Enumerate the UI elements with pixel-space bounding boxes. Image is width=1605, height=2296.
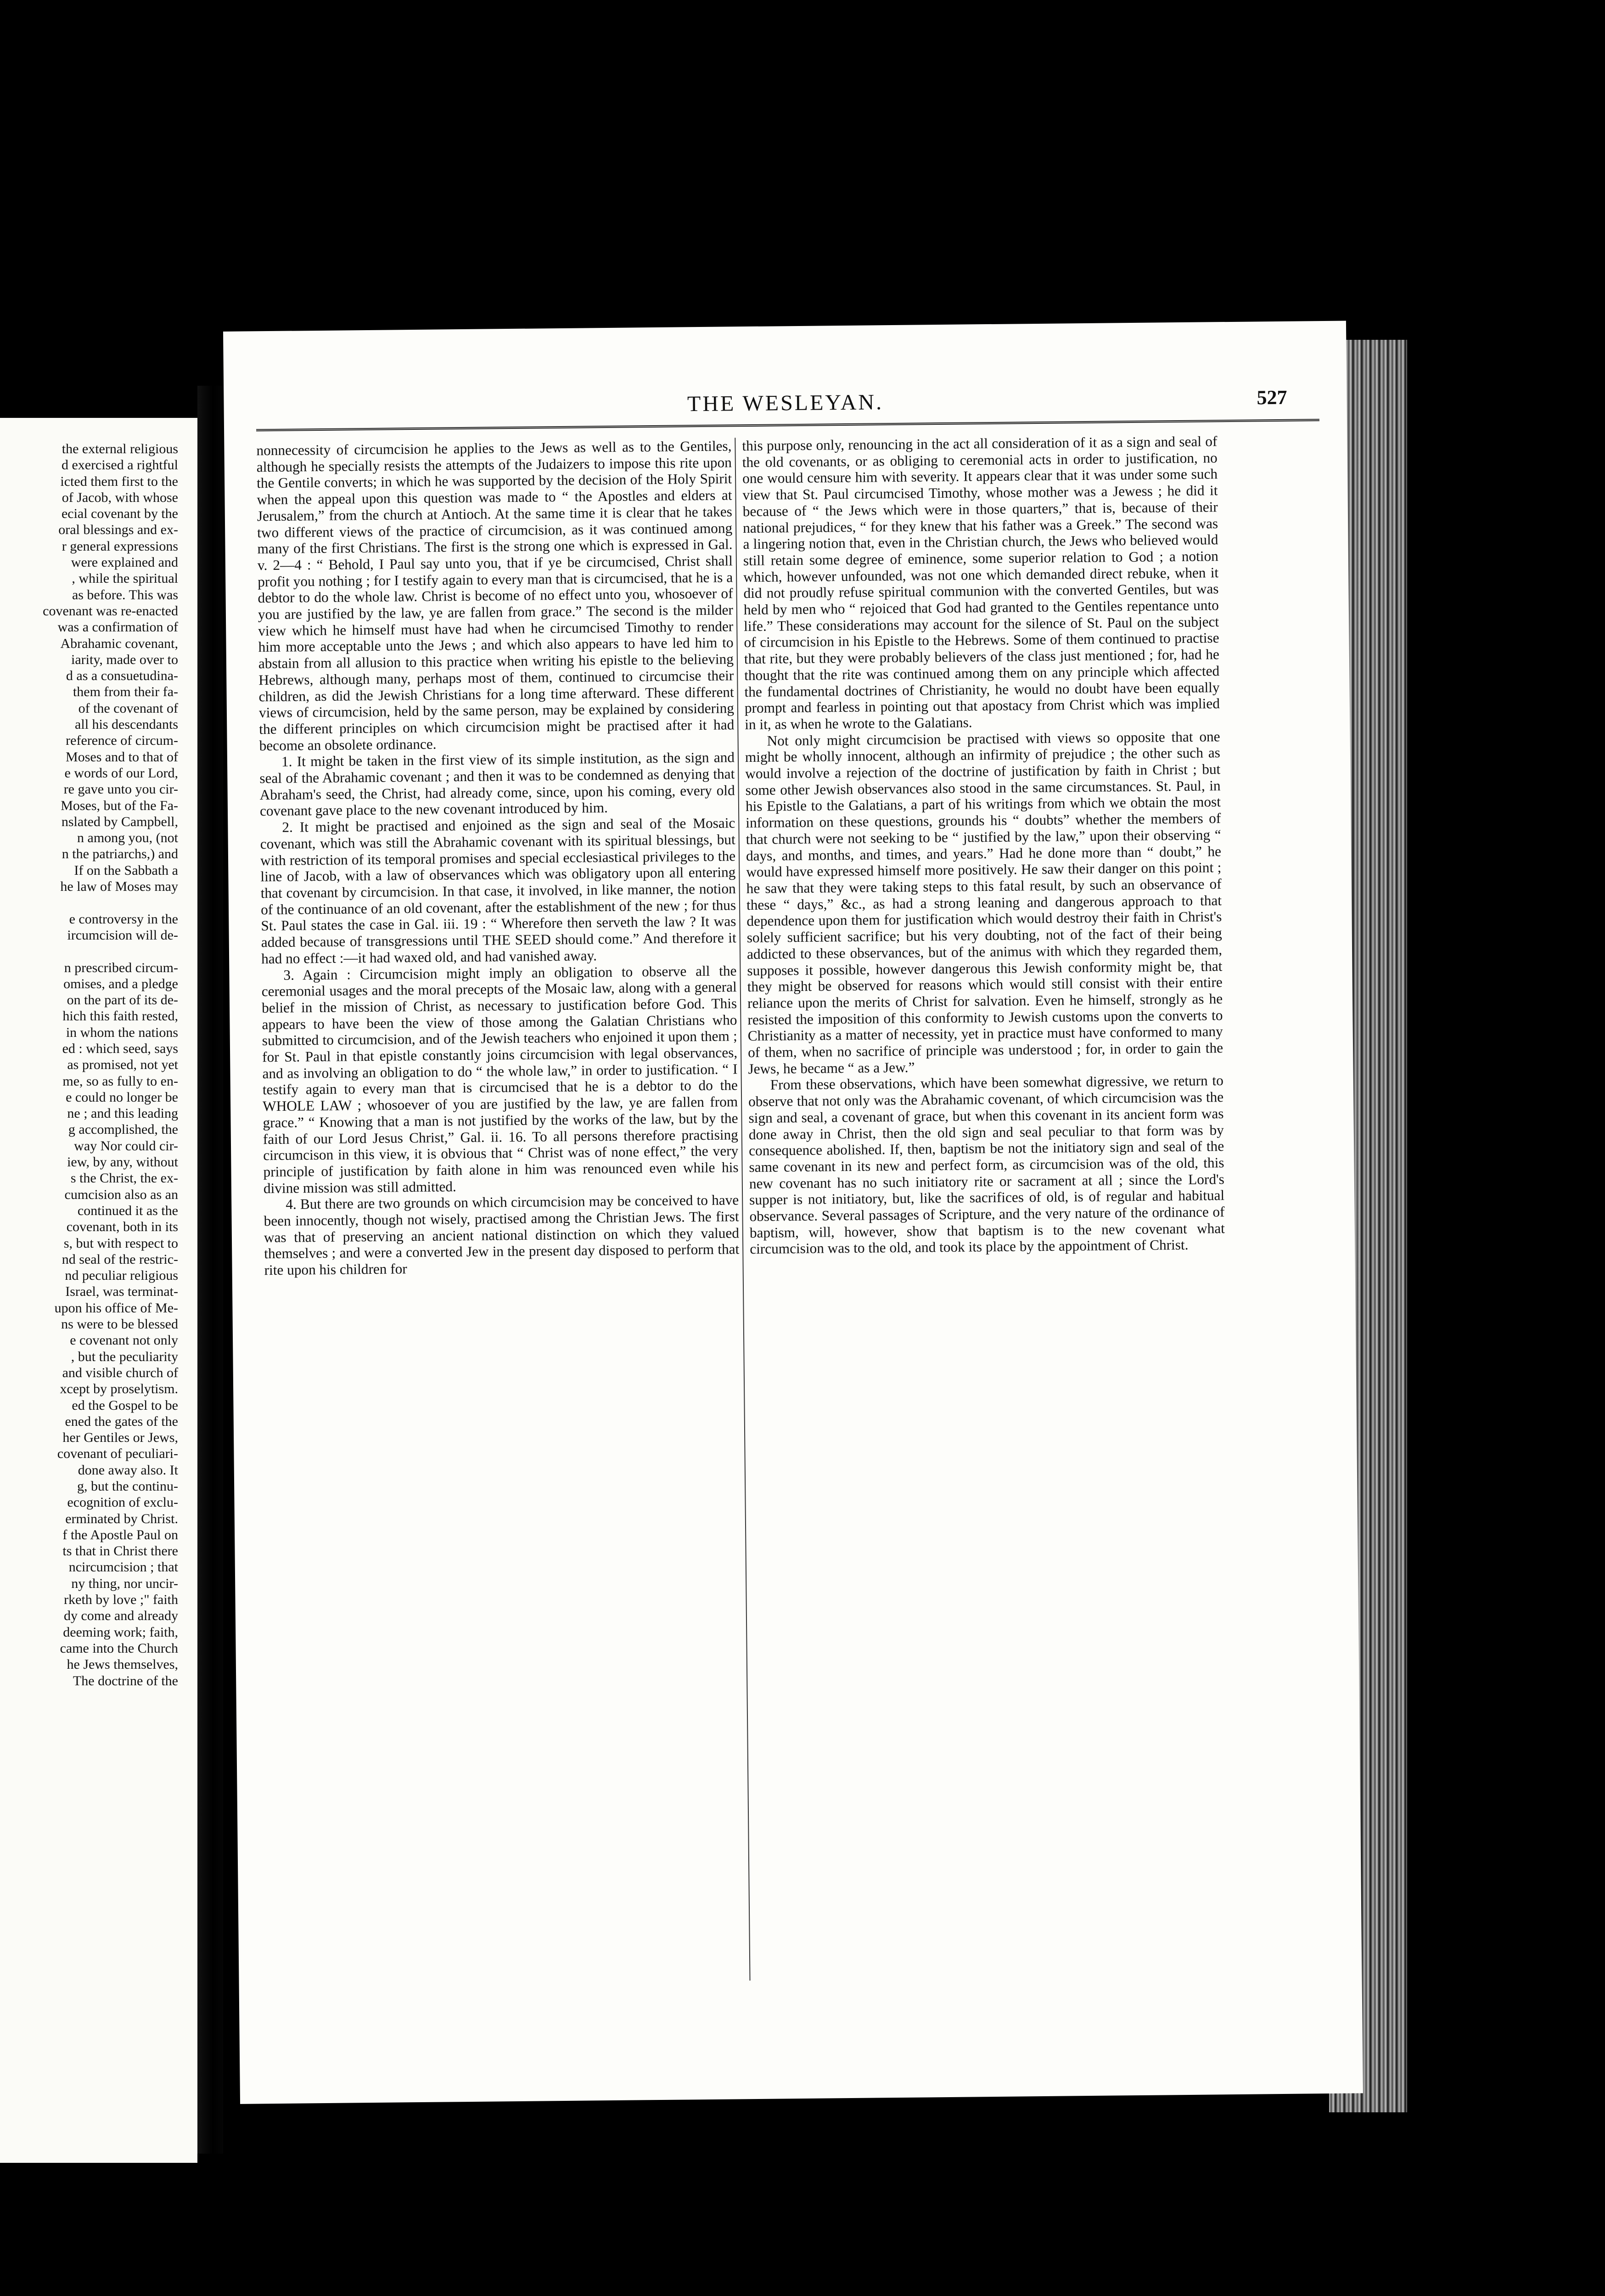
facing-page-line: he Jews themselves, — [67, 1657, 178, 1672]
facing-page-line: erminated by Christ. — [65, 1511, 178, 1526]
facing-page-line: n the patriarchs,) and — [62, 846, 178, 862]
facing-page-line: e words of our Lord, — [64, 765, 178, 781]
facing-page — [0, 418, 197, 2163]
facing-page-line: of Jacob, with whose — [62, 490, 178, 505]
facing-page-line: rketh by love ;" faith — [64, 1592, 178, 1608]
facing-page-line: the external religious — [62, 441, 178, 456]
facing-page-line: as promised, not yet — [67, 1057, 178, 1073]
facing-page-line: he law of Moses may — [60, 879, 178, 895]
facing-page-line: ed the Gospel to be — [72, 1397, 178, 1413]
page-header — [256, 385, 1314, 423]
facing-page-line: them from their fa- — [73, 684, 178, 700]
facing-page-line: upon his office of Me- — [54, 1300, 178, 1316]
facing-page-line: nd seal of the restric- — [62, 1251, 178, 1267]
facing-page-line: way Nor could cir- — [74, 1138, 178, 1154]
facing-page-line: me, so as fully to en- — [62, 1073, 178, 1089]
facing-page-line: of the covenant of — [78, 700, 178, 716]
paragraph: 4. But there are two grounds on which circumcision may be conceived to have been innocently, though not wisely, practised among the Christian Jews. The first was that of preserving an ancient national distinction on which they valued themselves ; and were a converted Jew in the present day disposed to perform that rite upon his children for — [264, 1192, 740, 1278]
facing-page-line — [4, 943, 178, 959]
facing-page-line: as before. This was — [72, 587, 178, 602]
facing-page-line: If on the Sabbath a — [74, 862, 178, 878]
facing-page-line: d exercised a rightful — [61, 457, 178, 473]
facing-page-line: her Gentiles or Jews, — [62, 1430, 178, 1446]
facing-page-line: nslated by Campbell, — [61, 814, 178, 829]
facing-page-line: r general expressions — [62, 538, 178, 554]
paragraph: 2. It might be practised and enjoined as the sign and seal of the Mosaic covenant, which was still the Abrahamic covenant with its spiritual blessings, but with restriction of its temporal promises and special ecclesiastical privileges to the line of Jacob, with a law of observances which was obligatory upon all entering that covenant by circumcision. In that case, it involved, in like manner, the notion of the continuance of an old covenant, after the establishment of the new ; for thus St. Paul states the case in Gal. iii. 19 : “ Wherefore then serveth the law ? It was added because of transgressions until THE SEED should come.” And therefore it had no effect :—it had waxed old, and had vanished away. — [260, 815, 736, 967]
facing-page-line: re gave unto you cir- — [63, 782, 178, 797]
facing-page-line: dy come and already — [63, 1608, 178, 1624]
facing-page-line: covenant was re-enacted — [43, 603, 178, 619]
facing-page-line: cumcision also as an — [64, 1187, 178, 1202]
facing-page-line — [4, 895, 178, 911]
facing-page-line: ts that in Christ there — [62, 1543, 178, 1559]
facing-page-line: , but the peculiarity — [71, 1349, 178, 1364]
paragraph: From these observations, which have been somewhat digressive, we return to observe that not only was the Abrahamic covenant, of which circumcision was the sign and seal, a covenant of grace, but when this covenant in its ancient form was done away in Christ, then the old sign and seal peculiar to that form was by consequence abolished. If, then, baptism be not the initiatory sign and seal of the same covenant in its new and perfect form, as circumcision was of the old, this new covenant has no such initiatory rite or sacrament at all ; since the Lord's supper is not initiatory, but, like the sacrifices of old, is of regular and habitual observance. Several passages of Scripture, and the very nature of the ordinance of baptism, will, however, show that baptism is to the new covenant what circumcision was to the old, and took its place by the appointment of Christ. — [748, 1072, 1225, 1257]
facing-page-line: d as a consuetudina- — [66, 668, 178, 684]
facing-page-line: came into the Church — [60, 1640, 178, 1656]
facing-page-line: s, but with respect to — [63, 1235, 178, 1251]
book-page — [223, 321, 1363, 2104]
text-column-right — [742, 433, 1225, 1257]
facing-page-line: reference of circum- — [66, 733, 178, 748]
paragraph: Not only might circumcision be practised with views so opposite that one might be wholly innocent, although an infirmity of prejudice ; the other such as would involve a rejection of the doctrine of justification by faith in Christ ; but some other Jewish observances also stood in the same circumstances. St. Paul, in his Epistle to the Galatians, a part of his writings from which we obtain the most information on these questions, grounds his “ doubts” whether the members of that church were not seeking to be “ justified by the law,” upon their observing “ days, and months, and times, and years.” Had he done more than “ doubt,” he would have expressed himself more positively. He saw their danger on this point ; he saw that they were taking steps to this fatal result, by such an observance of these “ days,” &c., as had a strong leaning and dangerous approach to that dependence upon them for justification which would destroy their faith in Christ's solely sufficient sacrifice; but his very doubting, not of the fact of their being addicted to these observances, but of the animus with which they regarded them, supposes it possible, however dangerous this Jewish conformity might be, that they might be observed for reasons which would still consist with their entire reliance upon the merits of Christ for salvation. Even he himself, strongly as he resisted the imposition of this conformity to Jewish customs upon the converts to Christianity as a matter of necessity, yet in practice must have conformed to many of them, when no sacrifice of principle was understood ; for, in order to gain the Jews, he became “ as a Jew.” — [745, 728, 1223, 1077]
facing-page-line: in whom the nations — [66, 1024, 178, 1040]
facing-page-line: xcept by proselytism. — [60, 1381, 178, 1397]
facing-page-line: ircumcision will de- — [67, 927, 178, 943]
facing-page-line: n prescribed circum- — [64, 960, 178, 975]
facing-page-line: oral blessings and ex- — [58, 522, 178, 538]
facing-page-line: hich this faith rested, — [62, 1008, 178, 1024]
facing-page-line: , while the spiritual — [72, 571, 178, 586]
facing-page-line: iarity, made over to — [71, 652, 178, 667]
facing-page-line: all his descendants — [75, 717, 178, 732]
page-number: 527 — [1257, 386, 1287, 409]
facing-page-line: done away also. It — [78, 1462, 178, 1478]
facing-page-line: e could no longer be — [66, 1089, 178, 1105]
facing-page-line: e covenant not only — [70, 1333, 178, 1348]
facing-page-line: iew, by any, without — [67, 1154, 178, 1170]
facing-page-line: ny thing, nor uncir- — [71, 1576, 178, 1591]
facing-page-line: Moses and to that of — [66, 749, 178, 765]
facing-page-line: on the part of its de- — [67, 992, 178, 1008]
facing-page-line: Moses, but of the Fa- — [61, 798, 178, 813]
facing-page-line: ncircumcision ; that — [68, 1559, 178, 1575]
facing-page-line: n among you, (not — [77, 830, 178, 846]
facing-page-line: ne ; and this leading — [67, 1106, 178, 1121]
paragraph: 1. It might be taken in the first view of its simple institution, as the sign and seal of the Abrahamic covenant ; and then it was to be condemned as denying that Abraham's seed, the Christ, had already come, since, upon his coming, every old covenant gave place to the new covenant introduced by him. — [259, 749, 735, 819]
facing-page-line: ecognition of exclu- — [67, 1495, 178, 1510]
facing-page-line: continued it as the — [77, 1203, 178, 1218]
facing-page-line: g accomplished, the — [68, 1122, 178, 1137]
paragraph: this purpose only, renouncing in the act all consideration of it as a sign and seal of the old covenants, or as obliging to ceremonial acts in order to justification, no one would censure him with severity. It appears clear that it was under some such view that St. Paul circumcised Timothy, whose mother was a Jewess ; he did it because of “ the Jews which were in those quarters,” that is, because of their national prejudices, “ for they knew that his father was a Greek.” The second was a lingering notion that, even in the Christian church, the Jews who believed would still retain some degree of eminence, some superior relation to God ; a notion which, however unfounded, was not one which demanded direct rebuke, when it did not proudly refuse spiritual communion with the converted Gentiles, but was held by men who “ rejoiced that God had granted to the Gentiles repentance unto life.” These considerations may account for the silence of St. Paul on the subject of circumcision in his Epistle to the Hebrews. Some of them continued to practise that rite, but they were probably believers of the class just mentioned ; for, had he thought that the rite was continued among them on any principle which affected the fundamental doctrines of Christianity, he would no doubt have been equally prompt and fearless in pointing out that apostacy from Christ which was implied in it, as when he wrote to the Galatians. — [742, 433, 1220, 733]
facing-page-line: g, but the continu- — [77, 1479, 178, 1494]
facing-page-line: Israel, was terminat- — [65, 1284, 178, 1300]
facing-page-line: The doctrine of the — [73, 1673, 178, 1688]
facing-page-line: covenant, both in its — [66, 1219, 178, 1235]
facing-page-text-column — [4, 441, 178, 1689]
facing-page-line: icted them first to the — [60, 473, 178, 489]
facing-page-line: and visible church of — [62, 1365, 178, 1380]
paragraph: nonnecessity of circumcision he applies to the Jews as well as to the Gentiles, although he specially resists the attempts of the Judaizers to impose this rite upon the Gentile converts; in which he was supported by the decision of the Holy Spirit when the appeal upon this question was made to “ the Apostles and elders at Jerusalem,” from the church at Antioch. At the same time it is clear that he takes two different views of the practice of circumcision, as it was continued among many of the first Christians. The first is the strong one which is expressed in Gal. v. 2—4 : “ Behold, I Paul say unto you, that if ye be circumcised, Christ shall profit you nothing ; for I testify again to every man that is circumcised, that he is a debtor to do the whole law. Christ is become of no effect unto you, whosoever of you are justified by the law, ye are fallen from grace.” The second is the milder view which he himself must have had when he circumcised Timothy to render him more acceptable unto the Jews ; and which also appears to have led him to abstain from all allusion to this practice when writing his epistle to the believing Hebrews, although many, perhaps most of them, continued to circumcise their children, as did the Jewish Christians for a long time afterward. These different views of circumcision, held by the same person, may be explained by considering the different principles on which circumcision might be practised after it had become an obsolete ordinance. — [256, 438, 735, 754]
running-title: THE WESLEYAN. — [687, 390, 884, 416]
paragraph: 3. Again : Circumcision might imply an obligation to observe all the ceremonial usages and the moral precepts of the Mosaic law, along with a general belief in the mission of Christ, as necessary to justification before God. This appears to have been the view of those among the Galatian Christians who submitted to circumcision, and of the Jewish teachers who enjoined it upon them ; for St. Paul in that epistle constantly joins circumcision with legal observances, and as involving an obligation to do “ the whole law,” in order to justification. “ I testify again to every man that is circumcised that he is a debtor to do the WHOLE LAW ; whosoever of you are justified by the law, ye are fallen from grace.” “ Knowing that a man is not justified by the works of the law, but by the faith of our Lord Jesus Christ,” Gal. ii. 16. To all persons therefore practising circumcison in this view, it is obvious that “ Christ was of none effect,” the very principle of justification by faith alone in him was renounced even while his divine mission was still admitted. — [261, 962, 739, 1196]
facing-page-line: ecial covenant by the — [61, 506, 178, 522]
facing-page-line: s the Christ, the ex- — [70, 1171, 178, 1186]
facing-page-line: were explained and — [71, 555, 178, 570]
facing-page-line: ed : which seed, says — [62, 1041, 178, 1056]
facing-page-line: deeming work; faith, — [63, 1624, 178, 1640]
facing-page-line: covenant of peculiari- — [57, 1446, 178, 1462]
facing-page-line: Abrahamic covenant, — [60, 636, 178, 651]
facing-page-line: e controversy in the — [69, 911, 178, 927]
facing-page-line: ns were to be blessed — [61, 1317, 178, 1332]
facing-page-line: nd peculiar religious — [65, 1268, 178, 1283]
facing-page-line: was a confirmation of — [57, 619, 178, 635]
book-gutter — [197, 386, 223, 2154]
facing-page-line: f the Apostle Paul on — [62, 1527, 178, 1542]
facing-page-line: omises, and a pledge — [63, 976, 178, 991]
facing-page-line: ened the gates of the — [65, 1413, 178, 1429]
text-column-left — [256, 438, 739, 1278]
